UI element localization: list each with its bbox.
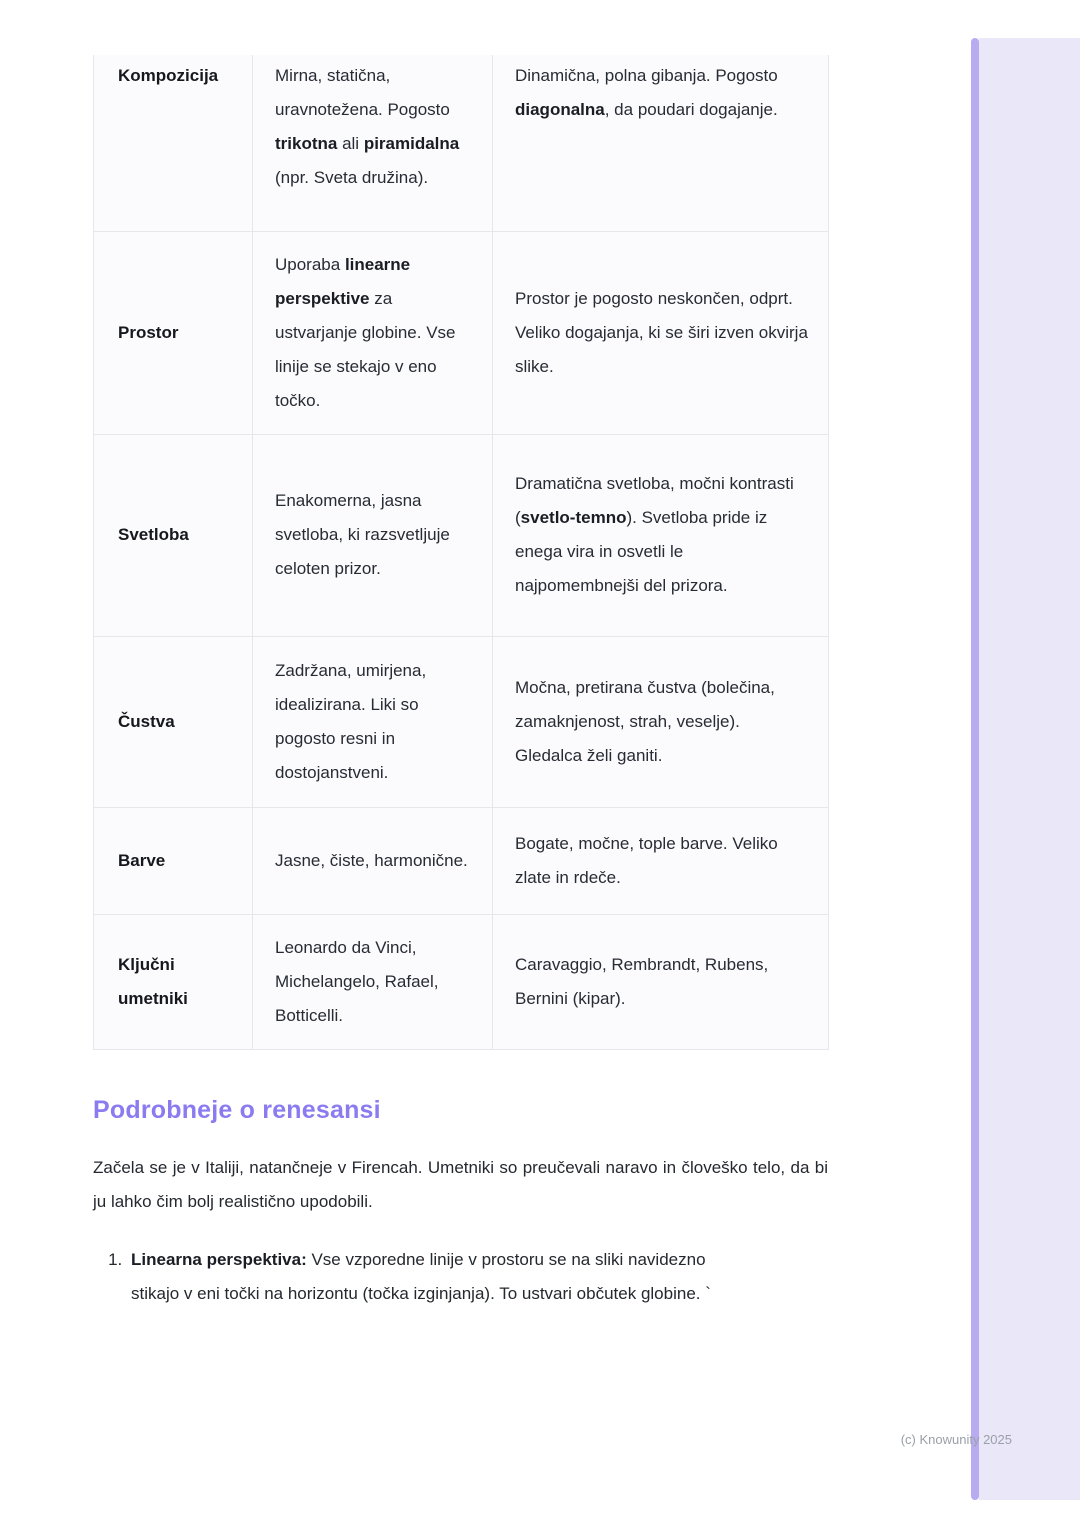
row-label: Prostor bbox=[94, 231, 253, 434]
baroque-cell: Dramatična svetloba, močni kontrasti (svetlo-temno). Svetloba pride iz enega vira in osvetli le najpomembnejši del prizora. bbox=[493, 434, 829, 636]
baroque-cell: Dinamična, polna gibanja. Pogosto diagonalna, da poudari dogajanje. bbox=[493, 55, 829, 231]
renaissance-cell: Jasne, čiste, harmonične. bbox=[253, 807, 493, 914]
table-row bbox=[94, 231, 829, 434]
row-label: Ključni umetniki bbox=[94, 914, 253, 1049]
renaissance-cell: Enakomerna, jasna svetloba, ki razsvetljuje celoten prizor. bbox=[253, 434, 493, 636]
baroque-cell: Bogate, močne, tople barve. Veliko zlate in rdeče. bbox=[493, 807, 829, 914]
renaissance-cell: Uporaba linearne perspektive za ustvarjanje globine. Vse linije se stekajo v eno točko. bbox=[253, 231, 493, 434]
section-paragraph: Začela se je v Italiji, natančneje v Firencah. Umetniki so preučevali naravo in človeško telo, da bi ju lahko čim bolj realistično upodobili. bbox=[93, 1157, 828, 1211]
renaissance-cell: Mirna, statična, uravnotežena. Pogosto trikotna ali piramidalna (npr. Sveta družina). bbox=[253, 55, 493, 231]
renaissance-cell: Zadržana, umirjena, idealizirana. Liki so pogosto resni in dostojanstveni. bbox=[253, 636, 493, 807]
comparison-table bbox=[93, 55, 829, 1050]
table-row bbox=[94, 914, 829, 1049]
baroque-cell: Močna, pretirana čustva (bolečina, zamaknjenost, strah, veselje). Gledalca želi ganiti. bbox=[493, 636, 829, 807]
document-content bbox=[93, 55, 828, 1311]
scrollbar-track[interactable] bbox=[979, 38, 1080, 1500]
section-heading: Podrobneje o renesansi bbox=[93, 1095, 381, 1124]
table-row bbox=[94, 636, 829, 807]
scrollbar-thumb[interactable] bbox=[971, 38, 979, 1500]
numbered-list bbox=[93, 1243, 753, 1311]
baroque-cell: Caravaggio, Rembrandt, Rubens, Bernini (kipar). bbox=[493, 914, 829, 1049]
table-row bbox=[94, 807, 829, 914]
table-row bbox=[94, 434, 829, 636]
list-item: 1. Linearna perspektiva: Vse vzporedne linije v prostoru se na sliki navidezno stikajo v eni točki na horizontu (točka izginjanja). To ustvari občutek globine. ` bbox=[127, 1243, 753, 1311]
baroque-cell: Prostor je pogosto neskončen, odprt. Veliko dogajanja, ki se širi izven okvirja slike. bbox=[493, 231, 829, 434]
renaissance-cell: Leonardo da Vinci, Michelangelo, Rafael, Botticelli. bbox=[253, 914, 493, 1049]
row-label: Barve bbox=[94, 807, 253, 914]
copyright-notice: (c) Knowunity 2025 bbox=[900, 1432, 1012, 1447]
row-label: Čustva bbox=[94, 636, 253, 807]
table-row bbox=[94, 55, 829, 231]
row-label: Svetloba bbox=[94, 434, 253, 636]
row-label: Kompozicija bbox=[94, 55, 253, 231]
